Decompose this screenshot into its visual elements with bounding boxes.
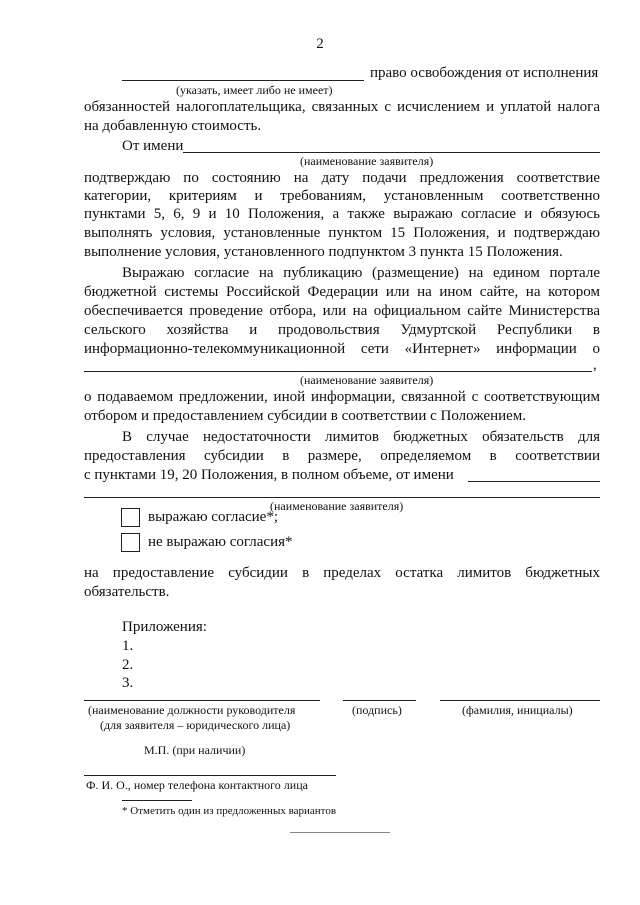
limits-line-3: с пунктами 19, 20 Положения, в полном объеме, от имени xyxy=(84,467,454,483)
applicant-name-hint-1: (наименование заявителя) xyxy=(300,154,434,168)
agree-label: выражаю согласие*; xyxy=(148,509,278,525)
attachment-item: 2. xyxy=(122,657,134,673)
signature-hint: (подпись) xyxy=(352,703,402,717)
applicant-name-line-1[interactable] xyxy=(183,152,600,153)
legal-entity-hint: (для заявителя – юридического лица) xyxy=(100,718,291,732)
position-line[interactable] xyxy=(84,700,320,701)
publication-line-3: обеспечивается проведение отбора, или на официальном сайте Министерства xyxy=(84,303,600,319)
publication-line-5: информационно-телекоммуникационной сети «Интернет» информации о xyxy=(84,341,600,357)
page-number: 2 xyxy=(316,36,324,52)
confirm-line-5: выполнение условия, установленного подпунктом 3 пункта 15 Положения. xyxy=(84,244,563,260)
signature-line[interactable] xyxy=(343,700,416,701)
disagree-label: не выражаю согласия* xyxy=(148,534,293,550)
contact-separator xyxy=(84,775,336,776)
position-hint: (наименование должности руководителя xyxy=(88,703,296,717)
on-behalf-label: От имени xyxy=(122,138,184,154)
applicant-name-hint-2: (наименование заявителя) xyxy=(300,373,434,387)
contact-person-label: Ф. И. О., номер телефона контактного лица xyxy=(86,778,308,792)
exemption-hint: (указать, имеет либо не имеет) xyxy=(176,83,333,97)
publication-line-2: бюджетной системы Российской Федерации или на ином сайте, на котором xyxy=(84,284,600,300)
proposal-line-2: отбором и предоставлением субсидии в соответствии с Положением. xyxy=(84,408,527,424)
footnote-text: * Отметить один из предложенных вариантов xyxy=(122,805,337,817)
full-name-line[interactable] xyxy=(440,700,600,701)
tax-duty-line: обязанностей налогоплательщика, связанных с исчислением и уплатой налога xyxy=(84,99,600,115)
exemption-blank-line[interactable] xyxy=(122,80,364,81)
confirm-line-1: подтверждаю по состоянию на дату подачи предложения соответствие xyxy=(84,170,600,186)
publication-line-1: Выражаю согласие на публикацию (размещение) на едином портале xyxy=(122,265,600,281)
exemption-text: право освобождения от исполнения xyxy=(370,65,599,81)
page-end-mark xyxy=(290,832,390,833)
full-name-hint: (фамилия, инициалы) xyxy=(462,703,573,717)
applicant-name-line-3a[interactable] xyxy=(468,481,600,482)
attachment-item: 1. xyxy=(122,638,134,654)
attachments-title: Приложения: xyxy=(122,619,207,635)
publication-line-4: сельского хозяйства и продовольствия Удмуртской Республики в xyxy=(84,322,600,338)
attachment-item: 3. xyxy=(122,675,134,691)
comma: , xyxy=(593,357,597,373)
agree-checkbox[interactable] xyxy=(121,508,140,527)
confirm-line-2: категории, критериям и требованиям, установленным соответственно xyxy=(84,188,600,204)
footnote-separator xyxy=(122,800,192,801)
confirm-line-4: выполнять условия, установленные пунктом 15 Положения, и подтверждаю xyxy=(84,225,600,241)
proposal-line-1: о подаваемом предложении, иной информации, связанной с соответствующим xyxy=(84,389,600,405)
limits-line-2: предоставления субсидии в размере, определяемом в соответствии xyxy=(84,448,600,464)
applicant-name-hint-3: (наименование заявителя) xyxy=(270,499,404,513)
confirm-line-3: пунктами 5, 6, 9 и 10 Положения, а также выражаю согласие и обязуюсь xyxy=(84,206,600,222)
stamp-label: М.П. (при наличии) xyxy=(144,743,246,757)
vat-line: на добавленную стоимость. xyxy=(84,118,262,134)
disagree-checkbox[interactable] xyxy=(121,533,140,552)
applicant-name-line-2[interactable] xyxy=(84,371,592,372)
limits-line-1: В случае недостаточности лимитов бюджетных обязательств для xyxy=(122,429,600,445)
remainder-line-1: на предоставление субсидии в пределах остатка лимитов бюджетных xyxy=(84,565,600,581)
remainder-line-2: обязательств. xyxy=(84,584,170,600)
applicant-name-line-3b[interactable] xyxy=(84,497,600,498)
